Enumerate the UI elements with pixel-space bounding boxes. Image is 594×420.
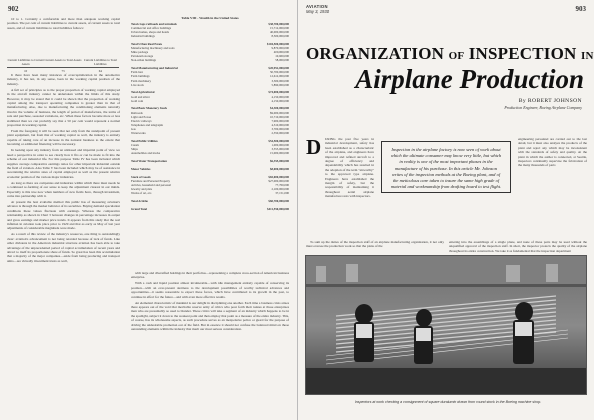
photo-caption: Inspectors at work checking a consignment of square duralumin drawn from round stock in the Boeing machine shop. <box>354 400 542 404</box>
table-spacer <box>131 203 289 205</box>
table-spacer <box>131 195 289 197</box>
table-row-label: Jewelry and plate <box>131 186 153 191</box>
article-paragraph: URING the past five years in industrial development, safety has been established as a characteristic of the airplane, and engineers have improved and refined aircraft to a degree of efficiency and dependability which has resulted in the adoption of the term "airworthy" to the approved type airplane. Engineers have established the margin of safety, but the responsibility of maintaining it throughout aerial airplane manufacture rests with inspectors. <box>325 137 374 199</box>
ratio-table-header <box>7 58 119 68</box>
table-row-value: $38,700,000,000 <box>268 22 289 26</box>
table-spacer <box>131 38 289 40</box>
pull-quote: Inspection in the airplane factory is now seen of work about which the ultimate consumer may know very little, but which in reality is one of the most important phases in the manufacture of his purchase. In this article Mr. Johnson writes of the inspection methods at the Boeing plant, and of the meticulous care taken to insure the same high grade of material and workmanship from drafting board to test flight. <box>381 141 511 193</box>
table-row-value: 58,000,000 <box>275 58 289 63</box>
table-row-value: 2,100,000,000 <box>271 186 289 191</box>
table-row-label: Stock of Goods <box>131 174 151 179</box>
ratio-header: Current Liabilities to Current Assets <box>7 58 44 66</box>
article-column-3 <box>518 137 587 239</box>
table-row-value: 40,000,000,000 <box>269 30 289 35</box>
table-row-value: $65,000,000,000 <box>268 174 289 179</box>
table-row-label: Motor Vehicles <box>131 166 151 171</box>
table-row-label: Total Urban Real Estate <box>131 42 163 47</box>
table-row-value: 1,000,000,000 <box>271 142 289 147</box>
body-paragraph: With a cash and liquid position almost invulnerable—with idle management entirely capable of conserving its position—with an ever-present alertness to the development possibilities of worthy technical advances and opportunities—it seems reasonable to expect these forces, which have contributed to its growth in the past, to continue in effect for the future—and with even more effective results. <box>131 281 289 299</box>
ratio-cell: 73 <box>61 69 65 73</box>
body-paragraph: A full set of principles as to the proper proportion of working capital employed in the aircraft industry cannot be undertaken within the limits of this study. However, it may be stated that it could be shown that the proportion of working capital among the transport operating companies is greater than in that of manufacturing. Also, due to manufacturing the conditioning elements naturally involve the volume of business, the length of period of manufacture, the terms of sale and purchase, seasonal variations, etc. When these factors become more or less stabilized then we can probably say that a 50 per cent would represent a normal proportion in working capital. <box>7 87 120 128</box>
table-row-label: Total Water Transportation <box>131 158 167 163</box>
table-row-value: 3,700,000,000 <box>271 126 289 131</box>
table-row-label: Articles, household and personal <box>131 182 171 187</box>
table-row-value: 10,600,000 <box>275 54 289 59</box>
table-row-value: 9,870,000,000 <box>271 46 289 51</box>
ratio-cell: 10 <box>24 69 28 73</box>
drop-cap: D <box>306 135 322 159</box>
table-row-value: 3,300,000,000 <box>271 78 289 83</box>
article-paragraph: engineering personnel are carried out to the last detail, but it must also analyze the products of the plant and reject any which may be inconsistent with the standards of safety and quality. At the plant in which the author is connected, at Seattle, inspectors continually supervise the fabrication of the many thousands of parts <box>518 137 587 168</box>
page-number-left: 902 <box>8 5 19 13</box>
table-row-label: Petroleum storage <box>131 54 154 59</box>
intro-paragraph: 10 to 1. Certainly a comfortable and more than adequate working capital position. The per cent of current liabilities to current assets, of current assets to total assets, and of current liabilities to total liabilities follows: <box>7 17 120 30</box>
table-row-label: Railroads <box>131 110 143 115</box>
table-row-value: 4,150,000,000 <box>271 94 289 99</box>
table-spacer <box>131 103 289 105</box>
table-row-label: Farm land <box>131 70 144 75</box>
body-paragraph: As a result of this review of the industry's resources, one thing is outstandingly clear: aviation's advancement is not being retarded because of lack of funds. Like other divisions in the American industrial structure aviation has been able to take advantage of the unprecedented period of capital accumulation of recent years and attract to itself its proportionate share of funds. So great has been this accumulation that a majority of the major companies—aside from being producing and transport units—are virtually investment trusts as well, <box>7 232 120 263</box>
article-paragraph: To sum up the duties of the inspection staff of an airplane manufacturing organization, it not only must oversee the production work so that the plans of the <box>306 240 444 249</box>
left-column-text <box>7 73 120 415</box>
table-row-value: 10,710,000,000 <box>269 114 289 119</box>
wealth-table-title: Table VIII - Wealth in the United States <box>181 16 239 20</box>
ratio-header: Current Assets to Total Assets <box>44 58 82 62</box>
table-row-label: Manufacturing machinery and tools <box>131 46 175 51</box>
table-row-value: $20,952,000,000 <box>268 66 289 71</box>
table-row-value: 3,355,000,000 <box>271 146 289 151</box>
table-spacer <box>131 171 289 173</box>
title-word: IN <box>580 50 594 62</box>
table-row-label: Total Articles <box>131 198 149 203</box>
table-row-value: 4,310,000,000 <box>271 122 289 127</box>
article-bottom-left <box>306 240 444 254</box>
table-row-value: 4,150,000,000 <box>271 98 289 103</box>
ratio-table <box>7 58 119 73</box>
table-row-value: $4,300,000,000 <box>269 106 289 111</box>
table-row-label: Total Public Utilities <box>131 138 158 143</box>
table-spacer <box>131 163 289 165</box>
table-row-label: Gas <box>131 126 136 131</box>
table-spacer <box>131 87 289 89</box>
table-row-label: Mine package <box>131 50 149 55</box>
table-row-label: Gold coin <box>131 98 144 103</box>
wealth-table-body <box>131 22 289 211</box>
article-column-1 <box>325 137 374 239</box>
table-row-value: $411,550,000,000 <box>267 206 289 211</box>
table-row-label: Urban homes, shops and hotels <box>131 30 169 35</box>
table-row-value: 5,890,000,000 <box>271 82 289 87</box>
table-row-label: Gold and silver <box>131 94 150 99</box>
body-paragraph: From the foregoing it will be seen that not only from the standpoint of present plant equipment, but from that of working capital as well, the industry is entirely capable of taking care of an increase in the national business to the extent that becoming or additional financing will be necessary. <box>7 129 120 147</box>
table-row-label: Electric railways <box>131 118 152 123</box>
table-row-value: $6,355,000,000 <box>269 158 289 163</box>
author-affiliation: Production Engineer, Boeing Airplane Company <box>504 105 582 110</box>
journal-name: AVIATION <box>306 4 328 9</box>
body-paragraph: In looking upon any industry from an unbiased and impartial point of view we need a perspective in order to see clearly how it fits or can be made to fit into the scheme of our industrial life. For this purpose Table IV has been included which supplies average comparative earnings ratios for other important industrial outside the field of aviation. Also Table V has been included which may be of assistance in ascertaining the relative sizes of capital employed as well as the present relative economic position of the various major industries. <box>7 148 120 179</box>
table-row-value: $60,700,000,000 <box>268 198 289 203</box>
title-word: OF <box>448 50 465 62</box>
photo-illustration <box>306 256 587 395</box>
body-paragraph: At present the best available method this public has of measuring aviation's advance is through the market behavior of its securities. Buying demand speculation conditions these values fluctuate with earnings. Whereas the comparative relationship as shown in Chart 3 between changes in percentage increases in output and gross earnings and market price trends. It appears from this study that the real inflation in aviation took place prior to 1929 and that as early as May of last year adjustments of considerable magnitude were made. <box>7 199 120 231</box>
running-header <box>306 4 329 15</box>
ratio-cell: 64 <box>98 69 102 73</box>
body-paragraph: As long as there are companies and industries within which there must needs be a continued re-forming of our sense to keep the adjustment clearest in our minds. Especially is this true now when numbers of new fields have, through investment, come into partnership with it. <box>7 180 120 198</box>
table-row-label: Commercial and office buildings <box>131 26 172 31</box>
table-spacer <box>131 155 289 157</box>
table-row-value: $54,500,000,000 <box>268 138 289 143</box>
page-number-right: 903 <box>575 5 586 13</box>
table-row-label: Furniture and Personal Property <box>131 178 171 183</box>
table-row-label: Total crops railroads and terminals <box>131 22 177 26</box>
article-bottom-right <box>449 240 587 254</box>
table-row-label: Canals <box>131 142 140 147</box>
table-row-label: Telephones and telegraphs <box>131 122 164 127</box>
title-word: ORGANIZATION <box>306 44 445 63</box>
body-paragraph: It there have been many instances of overcapitalization in the automotive industry, it has not, in any sense, been in the working capital position of the industry. <box>7 73 120 86</box>
table-row-value: 37,151,000 <box>275 190 289 195</box>
table-row-value: $27,000,000,000 <box>268 178 289 183</box>
table-row-label: Farm buildings <box>131 74 150 79</box>
table-row-label: Automobiles and trucks <box>131 151 161 156</box>
table-row-label: Waterworks <box>131 130 146 135</box>
table-spacer <box>131 62 289 64</box>
table-row-label: Farm machinery <box>131 78 152 83</box>
intro-text <box>7 17 120 57</box>
article-title <box>306 44 594 64</box>
byline: By ROBERT JOHNSON <box>518 98 582 104</box>
table-row-label: Total Manufacturing and Industrial <box>131 66 178 71</box>
body-paragraph: An elemental characteristic of mankind is our delight in disciplining one another. Each time a business crisis arises there appears out of the void that inevitable reserve army of critics who pour forth their tonnes at those enterprises men who are presumably so used to blunder. These critics will take a segment of an industry which happens to be in the spotlight, subject it down to the weakest point and then employ that point as a measure of the entire industry. This, of course, has its wholesome aspects, as such procedure serves as an inexpensive police or guard for the purpose of driving the undesirable promotion out of the field. But in essence it should not confuse the balanced mind on those outstanding elements within the industry that merit our most serious consideration. <box>131 300 289 332</box>
table-row-value: 15,712,000,000 <box>269 26 289 31</box>
table-row-value: $8,000,000,000 <box>269 166 289 171</box>
table-spacer <box>131 135 289 137</box>
right-page <box>297 0 594 420</box>
table-row-label: Light and Power <box>131 114 152 119</box>
table-row-label: Ships <box>131 146 138 151</box>
body-paragraph: with large and diversified holdings in their portfolios—representing a complete cross-section of American business enterprise. <box>131 271 289 280</box>
table-row-label: Live stock <box>131 82 144 87</box>
table-row-label: Total Agricultural <box>131 90 155 95</box>
table-row-value: 15,000,000,000 <box>269 151 289 156</box>
table-row-label: Grand Total <box>131 206 148 211</box>
table-row-value: 400,000,000 <box>273 50 289 55</box>
table-row-value: 2,350,000,000 <box>271 130 289 135</box>
article-subtitle: Airplane Production <box>355 64 584 94</box>
machine-shop-photo <box>305 255 587 395</box>
table-row-value: 77,700,000 <box>275 182 289 187</box>
title-word: INSPECTION <box>468 44 577 63</box>
ratio-header: Current Liabilities to Total Liabilities <box>83 58 117 66</box>
table-row-label: Works of art, etc. <box>131 190 152 195</box>
table-row-label: Total Basic Monetary Stock <box>131 106 168 111</box>
table-row-value: $104,500,000,000 <box>266 42 289 47</box>
table-row-value: 7,900,000,000 <box>271 118 289 123</box>
wealth-table <box>131 16 289 211</box>
right-column-text <box>131 271 289 415</box>
table-row-value: $74,000,000,000 <box>268 90 289 95</box>
table-row-value: 12,612,000,000 <box>269 74 289 79</box>
issue-date: May 3, 1930 <box>306 9 330 15</box>
article-paragraph: entering into the assemblage of a single plane, and none of these parts may be used without the unqualified approval of the inspection staff. In short, the inspector protects the quality of the airplane throughout its entire construction. We take it as fundamental that the inspection department <box>449 240 587 253</box>
table-row <box>131 207 289 211</box>
table-row-value: 50,700,000,000 <box>269 70 289 75</box>
table-row-label: Industrial buildings <box>131 34 155 39</box>
table-row-value: 8,500,000,000 <box>271 34 289 39</box>
table-row-label: Non-urban buildings <box>131 58 157 63</box>
table-row-value: $9,000,000,000 <box>269 110 289 115</box>
